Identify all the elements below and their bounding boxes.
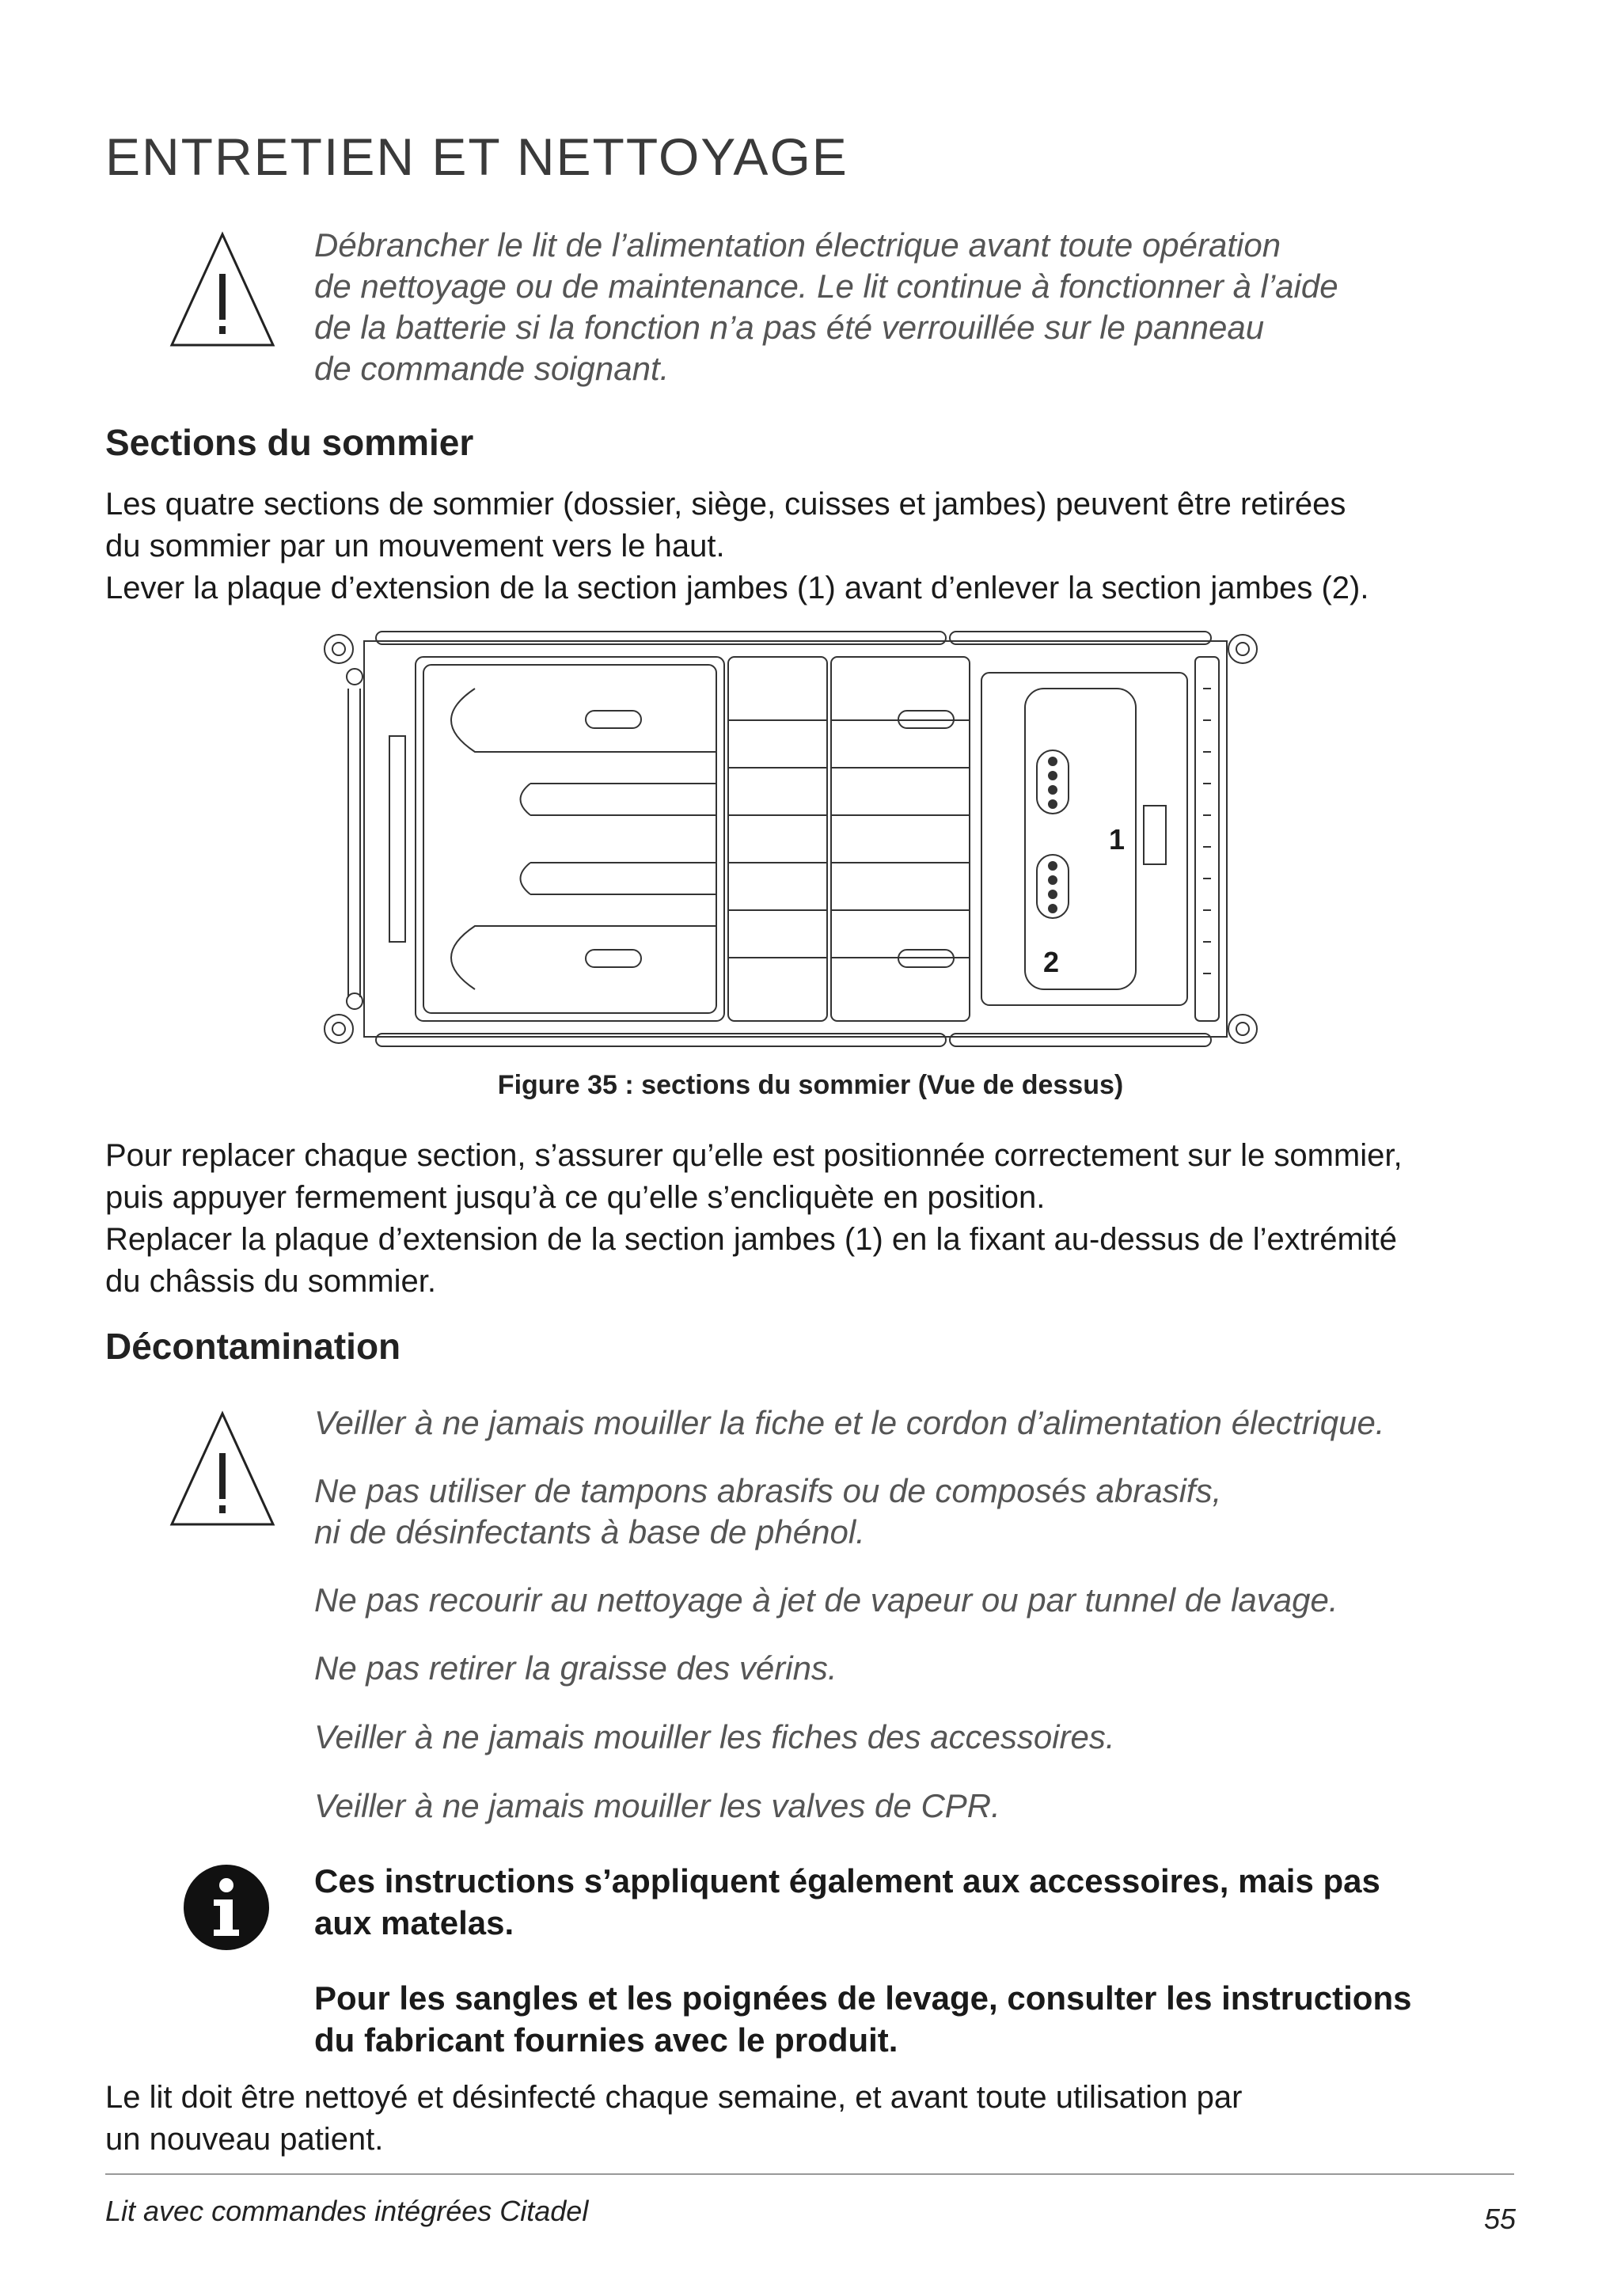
info-text: Ces instructions s’appliquent également aux accessoires, mais pas aux matelas. [314, 1862, 1380, 1941]
closing-paragraph: Le lit doit être nettoyé et désinfecté chaque semaine, et avant toute utilisation par un nouveau patient. [105, 2080, 1243, 2157]
section-paragraph-2: Pour replacer chaque section, s’assurer qu’elle est positionnée correctement sur le sommier, puis appuyer fermement jusqu’à ce qu’elle s’encliquète en position. Replacer la plaque d’extension de la section jambes (1) en la fixant au-dessus de l’extrémité du châssis du sommier. [105, 1138, 1403, 1299]
page-title: ENTRETIEN ET NETTOYAGE [105, 127, 848, 186]
warning-line: Veiller à ne jamais mouiller les fiches des accessoires. [314, 1718, 1115, 1755]
info-text: Pour les sangles et les poignées de levage, consulter les instructions du fabricant fournies avec le produit. [314, 1979, 1412, 2059]
section-heading-sommier: Sections du sommier [105, 422, 474, 463]
warning-line: Veiller à ne jamais mouiller les valves de CPR. [314, 1787, 1000, 1824]
section-heading-decontamination: Décontamination [105, 1326, 401, 1367]
warning-icon [169, 231, 276, 348]
footer-divider [105, 2173, 1514, 2175]
figure-caption: Figure 35 : sections du sommier (Vue de dessus) [497, 1070, 1124, 1100]
section-paragraph: Les quatre sections de sommier (dossier, siège, cuisses et jambes) peuvent être retirées du sommier par un mouvement vers le haut. Lever la plaque d’extension de la section jambes (1) avant d’enlever la section jambes (2). [105, 487, 1369, 605]
warning-line: Ne pas retirer la graisse des vérins. [314, 1649, 837, 1687]
warning-line: Ne pas utiliser de tampons abrasifs ou de composés abrasifs, ni de désinfectants à base de phénol. [314, 1472, 1222, 1550]
figure-label-1: 1 [1109, 823, 1126, 856]
warning-icon [169, 1410, 276, 1528]
warning-text: Débrancher le lit de l’alimentation électrique avant toute opération de nettoyage ou de maintenance. Le lit continue à fonctionner à l’aide de la batterie si la fonction n’a pas été verrouillée sur le panneau de commande soignant. [314, 226, 1338, 387]
figure-label-2: 2 [1043, 946, 1060, 978]
info-icon [182, 1863, 271, 1952]
page-number: 55 [1483, 2203, 1516, 2235]
footer-title: Lit avec commandes intégrées Citadel [105, 2195, 589, 2227]
warning-line: Veiller à ne jamais mouiller la fiche et le cordon d’alimentation électrique. [314, 1404, 1385, 1441]
warning-line: Ne pas recourir au nettoyage à jet de vapeur ou par tunnel de lavage. [314, 1581, 1338, 1619]
